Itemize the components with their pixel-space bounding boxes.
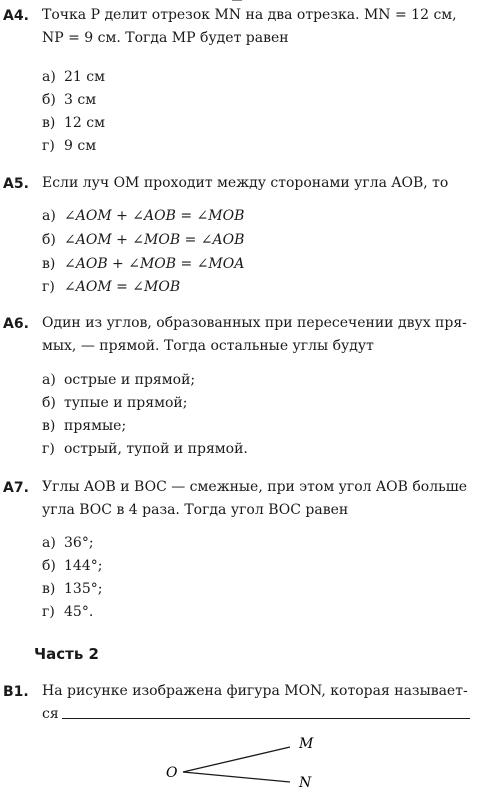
option-label: в) — [42, 418, 56, 434]
ray-on — [183, 772, 290, 782]
answer-option[interactable] — [42, 229, 244, 252]
question-number: А7. — [3, 480, 29, 496]
option-label: в) — [42, 256, 56, 272]
answer-option[interactable] — [42, 578, 102, 601]
option-text: ∠AOB + ∠MOB = ∠MOA — [64, 256, 245, 272]
question-number: А5. — [3, 176, 29, 192]
question-line: Если луч OM проходит между сторонами угла AOB, то — [42, 175, 449, 191]
option-label: б) — [42, 558, 56, 574]
option-label: г) — [42, 138, 55, 154]
option-label: в) — [42, 115, 56, 131]
answer-option[interactable] — [42, 555, 102, 578]
option-label: б) — [42, 232, 56, 248]
figure-mon — [0, 730, 478, 801]
option-label: б) — [42, 395, 56, 411]
answer-option[interactable] — [42, 438, 248, 461]
option-label: г) — [42, 441, 55, 457]
question-line: Один из углов, образованных при пересечении двух пря- — [42, 315, 467, 331]
option-label: а) — [42, 535, 56, 551]
question-line: ся — [42, 706, 59, 722]
question-text — [42, 476, 470, 522]
answer-option[interactable] — [42, 369, 195, 392]
question-line: мых, — прямой. Тогда остальные углы будут — [42, 338, 374, 354]
answer-option[interactable] — [42, 253, 244, 276]
option-text: 12 см — [64, 115, 105, 131]
option-label: а) — [42, 69, 56, 85]
answer-option[interactable] — [42, 89, 96, 112]
question-line: угла BOC в 4 раза. Тогда угол BOC равен — [42, 502, 349, 518]
option-text: 9 см — [64, 138, 97, 154]
top-tick-mark — [232, 0, 242, 3]
option-text: ∠AOM = ∠MOB — [64, 279, 181, 295]
question-text — [42, 4, 470, 50]
option-label: а) — [42, 372, 56, 388]
answer-option[interactable] — [42, 205, 244, 228]
answer-option[interactable] — [42, 415, 126, 438]
question-text — [42, 312, 470, 358]
answer-option[interactable] — [42, 532, 94, 555]
option-label: б) — [42, 92, 56, 108]
option-text: 45°. — [64, 604, 94, 620]
question-line: На рисунке изображена фигура MON, которая называет- — [42, 683, 468, 699]
ray-om — [183, 747, 290, 772]
option-label: а) — [42, 208, 56, 224]
option-label: в) — [42, 581, 56, 597]
question-text — [42, 680, 470, 726]
option-text: острые и прямой; — [64, 372, 196, 388]
question-number: А4. — [3, 8, 29, 24]
option-text: 36°; — [64, 535, 94, 551]
option-text: 144°; — [64, 558, 103, 574]
option-text: 21 см — [64, 69, 105, 85]
answer-option[interactable] — [42, 112, 105, 135]
option-text: ∠AOM + ∠AOB = ∠MOB — [64, 208, 245, 224]
question-number: А6. — [3, 316, 29, 332]
answer-option[interactable] — [42, 276, 180, 299]
option-text: 135°; — [64, 581, 103, 597]
answer-option[interactable] — [42, 66, 105, 89]
answer-option[interactable] — [42, 601, 93, 624]
question-line: Углы AOB и BOC — смежные, при этом угол AOB больше — [42, 479, 468, 495]
part-title: Часть 2 — [34, 645, 99, 663]
question-text — [42, 172, 470, 195]
option-text: прямые; — [64, 418, 127, 434]
question-line: Точка P делит отрезок MN на два отрезка. MN = 12 см, — [42, 7, 457, 23]
answer-option[interactable] — [42, 135, 96, 158]
option-text: острый, тупой и прямой. — [64, 441, 248, 457]
point-label-n: N — [299, 775, 312, 791]
question-number: В1. — [3, 684, 29, 700]
question-line: NP = 9 см. Тогда MP будет равен — [42, 30, 289, 46]
option-text: 3 см — [64, 92, 97, 108]
point-label-o: O — [166, 765, 178, 781]
option-text: ∠AOM + ∠MOB = ∠AOB — [64, 232, 245, 248]
answer-blank-line[interactable] — [62, 718, 470, 719]
answer-option[interactable] — [42, 392, 187, 415]
point-label-m: M — [299, 736, 314, 752]
option-label: г) — [42, 604, 55, 620]
option-label: г) — [42, 279, 55, 295]
option-text: тупые и прямой; — [64, 395, 188, 411]
